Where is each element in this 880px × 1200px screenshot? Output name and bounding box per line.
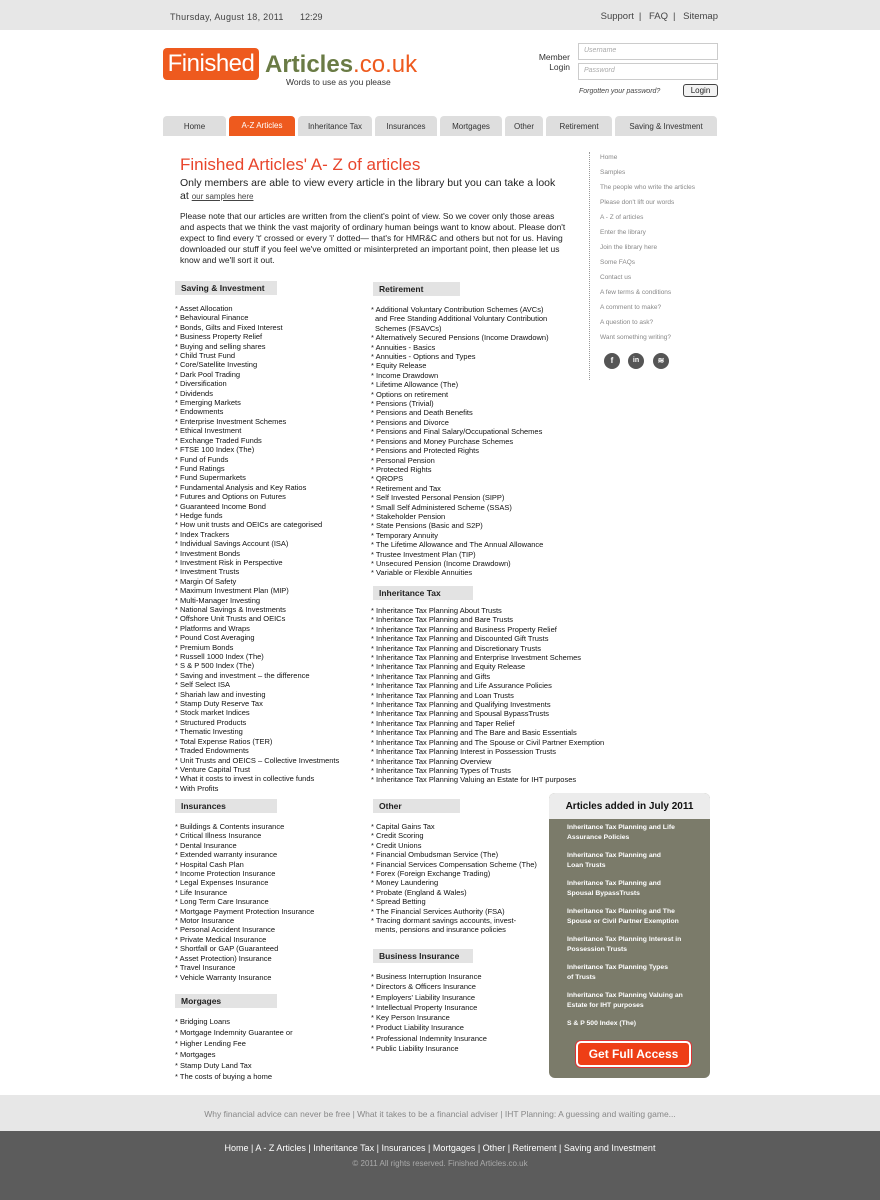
list-item[interactable]: * Offshore Unit Trusts and OEICs — [175, 614, 339, 623]
list-item[interactable]: * Venture Capital Trust — [175, 765, 339, 774]
list-item[interactable]: * Investment Trusts — [175, 567, 339, 576]
added-article-link[interactable] — [567, 851, 707, 871]
list-item[interactable]: * Child Trust Fund — [175, 351, 339, 360]
list-item[interactable]: * Shortfall or GAP (Guaranteed — [175, 944, 314, 953]
tab-mortgages[interactable]: Mortgages — [440, 116, 502, 136]
articles-added-box — [549, 793, 710, 1078]
list-item[interactable]: * Credit Unions — [371, 841, 537, 850]
list-item[interactable]: * Annuities - Basics — [371, 343, 549, 352]
list-item[interactable]: * Tracing dormant savings accounts, invest- — [371, 916, 537, 925]
added-article-line: Estate for IHT purposes — [567, 1002, 644, 1009]
list-item[interactable]: * Inheritance Tax Planning and Enterprise Investment Schemes — [371, 653, 604, 662]
list-item[interactable]: * Maximum Investment Plan (MIP) — [175, 586, 339, 595]
added-article-link[interactable] — [567, 907, 707, 927]
list-item[interactable]: * Critical Illness Insurance — [175, 831, 314, 840]
list-item[interactable]: * Income Drawdown — [371, 371, 549, 380]
sitemap-link[interactable]: Sitemap — [683, 11, 718, 22]
list-item[interactable]: * Public Liability Insurance — [371, 1044, 487, 1054]
list-item[interactable]: * Shariah law and investing — [175, 690, 339, 699]
list-item[interactable]: * Alternatively Secured Pensions (Income Drawdown) — [371, 333, 549, 342]
list-item[interactable]: * Buying and selling shares — [175, 342, 339, 351]
logo[interactable]: Finished — [163, 48, 259, 80]
login-button[interactable]: Login — [683, 84, 718, 97]
list-item[interactable]: * Stakeholder Pension — [371, 512, 549, 521]
iht-list — [371, 606, 604, 785]
tab-other[interactable]: Other — [505, 116, 543, 136]
list-item[interactable]: * Asset Allocation — [175, 304, 339, 313]
footer-links[interactable]: Home | A - Z Articles | Inheritance Tax | Insurances | Mortgages | Other | Retirement | Saving and Investment — [224, 1143, 656, 1153]
top-links: Support | FAQ | Sitemap — [600, 11, 718, 22]
list-item[interactable]: * Money Laundering — [371, 878, 537, 887]
retirement-list — [371, 305, 549, 578]
list-item[interactable]: * Forex (Foreign Exchange Trading) — [371, 869, 537, 878]
added-article-line: Inheritance Tax Planning Types — [567, 964, 668, 971]
list-item[interactable]: * Motor Insurance — [175, 916, 314, 925]
tab-home[interactable]: Home — [163, 116, 226, 136]
list-item[interactable]: * Fund Supermarkets — [175, 473, 339, 482]
list-item[interactable]: * Endowments — [175, 407, 339, 416]
tab-insurances[interactable]: Insurances — [375, 116, 437, 136]
logo-word: Articles — [265, 51, 354, 78]
list-item[interactable]: * Variable or Flexible Annuities — [371, 568, 549, 577]
tab-retirement[interactable]: Retirement — [546, 116, 612, 136]
list-item[interactable]: * Small Self Administered Scheme (SSAS) — [371, 503, 549, 512]
list-item[interactable]: * Structured Products — [175, 718, 339, 727]
list-item[interactable]: * Stamp Duty Land Tax — [175, 1060, 293, 1071]
list-item[interactable]: * Dental Insurance — [175, 841, 314, 850]
list-item[interactable]: * Inheritance Tax Planning and Bare Trusts — [371, 615, 604, 624]
list-item[interactable]: * Intellectual Property Insurance — [371, 1003, 487, 1013]
list-item[interactable]: * Pensions and Death Benefits — [371, 408, 549, 417]
list-item[interactable]: * Inheritance Tax Planning and Equity Release — [371, 662, 604, 671]
page-title: Finished Articles' A- Z of articles — [180, 155, 421, 174]
list-item[interactable]: * Self Select ISA — [175, 680, 339, 689]
list-item[interactable]: * Inheritance Tax Planning Interest in Possession Trusts — [371, 747, 604, 756]
side-link[interactable]: A comment to make? — [600, 304, 662, 311]
added-article-line: Inheritance Tax Planning and The — [567, 908, 675, 915]
list-item[interactable]: * Inheritance Tax Planning About Trusts — [371, 606, 604, 615]
login-label: Login — [549, 62, 570, 72]
list-item[interactable]: * Core/Satellite Investing — [175, 360, 339, 369]
list-item[interactable]: * Business Interruption Insurance — [371, 972, 487, 982]
support-link[interactable]: Support — [600, 11, 634, 22]
added-article-link[interactable] — [567, 991, 707, 1011]
linkedin-icon[interactable]: in — [628, 353, 644, 369]
list-item[interactable]: * Dark Pool Trading — [175, 370, 339, 379]
list-item[interactable]: * The Financial Services Authority (FSA) — [371, 907, 537, 916]
time: 12:29 — [300, 12, 323, 22]
list-item[interactable]: * Ethical Investment — [175, 426, 339, 435]
list-item[interactable]: * Asset Protection) Insurance — [175, 954, 314, 963]
added-article-line: Inheritance Tax Planning and — [567, 852, 661, 859]
section-heading-business: Business Insurance — [373, 949, 473, 963]
list-item[interactable]: * Key Person Insurance — [371, 1013, 487, 1023]
list-item[interactable]: * Income Protection Insurance — [175, 869, 314, 878]
list-item[interactable]: * Mortgages — [175, 1049, 293, 1060]
list-item[interactable]: * Vehicle Warranty Insurance — [175, 973, 314, 982]
logo-domain: .co.uk — [353, 51, 418, 78]
list-item[interactable]: * S & P 500 Index (The) — [175, 661, 339, 670]
list-item[interactable]: * Professional Indemnity Insurance — [371, 1034, 487, 1044]
list-item[interactable]: * Investment Risk in Perspective — [175, 558, 339, 567]
copyright: © 2011 All rights reserved. Finished Articles.co.uk — [352, 1159, 528, 1168]
added-article-line: Inheritance Tax Planning Interest in — [567, 936, 682, 943]
list-item[interactable]: * Financial Ombudsman Service (The) — [371, 850, 537, 859]
added-article-link[interactable] — [567, 823, 707, 843]
faq-link[interactable]: FAQ — [649, 11, 669, 22]
added-article-line: Spousal BypassTrusts — [567, 890, 640, 897]
added-article-link[interactable] — [567, 935, 707, 955]
list-item[interactable]: * What it costs to invest in collective funds — [175, 774, 339, 783]
list-item[interactable]: * Stock market Indices — [175, 708, 339, 717]
list-item[interactable]: * QROPS — [371, 474, 549, 483]
list-item[interactable]: * Emerging Markets — [175, 398, 339, 407]
insurances-list — [175, 822, 314, 982]
list-item[interactable]: * How unit trusts and OEICs are categorised — [175, 520, 339, 529]
list-item[interactable]: * Platforms and Wraps — [175, 624, 339, 633]
list-item[interactable]: * Inheritance Tax Planning Types of Trusts — [371, 766, 604, 775]
list-item[interactable]: * Index Trackers — [175, 530, 339, 539]
list-item[interactable]: * Inheritance Tax Planning and Discounted Gift Trusts — [371, 634, 604, 643]
page-subtitle — [180, 177, 565, 203]
list-item[interactable]: * Investment Bonds — [175, 549, 339, 558]
added-article-line: of Trusts — [567, 974, 596, 981]
section-heading-other: Other — [373, 799, 460, 813]
list-item[interactable]: * Additional Voluntary Contribution Schemes (AVCs) — [371, 305, 549, 314]
side-link[interactable]: Please don't lift our words — [600, 199, 675, 206]
forgot-password-link[interactable]: Forgotten your password? — [579, 88, 661, 95]
list-item[interactable]: * FTSE 100 Index (The) — [175, 445, 339, 454]
list-item[interactable]: * Mortgage Payment Protection Insurance — [175, 907, 314, 916]
list-item[interactable]: * Self Invested Personal Pension (SIPP) — [371, 493, 549, 502]
added-article-line: Inheritance Tax Planning and Life — [567, 824, 675, 831]
added-article-line: Inheritance Tax Planning Valuing an — [567, 992, 683, 999]
member-login-label — [538, 52, 570, 72]
list-item[interactable]: * Inheritance Tax Planning and Qualifying Investments — [371, 700, 604, 709]
section-heading-mortgages: Morgages — [175, 994, 277, 1008]
side-link[interactable]: A few terms & conditions — [600, 289, 672, 296]
tagline: Words to use as you please — [286, 77, 391, 87]
list-item[interactable]: * Unsecured Pension (Income Drawdown) — [371, 559, 549, 568]
list-item[interactable]: * Annuities - Options and Types — [371, 352, 549, 361]
list-item[interactable]: * Probate (England & Wales) — [371, 888, 537, 897]
list-item[interactable]: * Guaranteed Income Bond — [175, 502, 339, 511]
list-item[interactable]: * Buildings & Contents insurance — [175, 822, 314, 831]
list-item[interactable]: * Inheritance Tax Planning and Spousal BypassTrusts — [371, 709, 604, 718]
side-link[interactable]: Contact us — [600, 274, 632, 281]
side-link[interactable]: Enter the library — [600, 229, 646, 236]
tab-inheritance-tax[interactable]: Inheritance Tax — [298, 116, 372, 136]
other-list — [371, 822, 537, 935]
list-item[interactable]: * Long Term Care Insurance — [175, 897, 314, 906]
list-item[interactable]: * Protected Rights — [371, 465, 549, 474]
side-link[interactable]: A question to ask? — [600, 319, 654, 326]
side-links — [589, 152, 719, 380]
list-item[interactable]: * Pensions and Final Salary/Occupational Schemes — [371, 427, 549, 436]
username-input[interactable]: Username — [578, 43, 718, 60]
list-item[interactable]: * Inheritance Tax Planning and Discretionary Trusts — [371, 644, 604, 653]
list-item[interactable]: ments, pensions and insurance policies — [375, 925, 506, 935]
list-item[interactable]: * Spread Betting — [371, 897, 537, 906]
list-item[interactable]: * The Lifetime Allowance and The Annual Allowance — [371, 540, 549, 549]
list-item[interactable]: * Pensions and Protected Rights — [371, 446, 549, 455]
list-item[interactable]: * State Pensions (Basic and S2P) — [371, 521, 549, 530]
list-item[interactable]: * Fundamental Analysis and Key Ratios — [175, 483, 339, 492]
list-item[interactable]: * Retirement and Tax — [371, 484, 549, 493]
date: Thursday, August 18, 2011 — [170, 12, 284, 22]
saving-list — [175, 304, 339, 793]
list-item[interactable]: * Financial Services Compensation Scheme (The) — [371, 860, 537, 869]
list-item[interactable]: * Inheritance Tax Planning and Gifts — [371, 672, 604, 681]
password-input[interactable]: Password — [578, 63, 718, 80]
list-item[interactable]: * Extended warranty insurance — [175, 850, 314, 859]
list-item[interactable]: * Traded Endowments — [175, 746, 339, 755]
tab-az-articles[interactable]: A-Z Articles — [229, 116, 295, 136]
footer-articles[interactable]: Why financial advice can never be free | What it takes to be a financial adviser | IHT Planning: A guessing and waiting game... — [0, 1095, 880, 1131]
list-item[interactable]: * Legal Expenses Insurance — [175, 878, 314, 887]
added-article-line: Spouse or Civil Partner Exemption — [567, 918, 679, 925]
list-item[interactable]: * Inheritance Tax Planning and The Spouse or Civil Partner Exemption — [371, 738, 604, 747]
list-item[interactable]: * Fund Ratings — [175, 464, 339, 473]
added-article-link[interactable] — [567, 963, 707, 983]
list-item[interactable]: * Stamp Duty Reserve Tax — [175, 699, 339, 708]
added-article-line: Possession Trusts — [567, 946, 628, 953]
section-heading-saving: Saving & Investment — [175, 281, 277, 295]
list-item[interactable]: * Premium Bonds — [175, 643, 339, 652]
list-item[interactable]: * Pensions (Trivial) — [371, 399, 549, 408]
tab-saving-investment[interactable]: Saving & Investment — [615, 116, 717, 136]
added-article-line: Loan Trusts — [567, 862, 606, 869]
samples-link[interactable]: our samples here — [191, 192, 254, 201]
list-item[interactable]: * Russell 1000 Index (The) — [175, 652, 339, 661]
side-link[interactable]: Join the library here — [600, 244, 658, 251]
list-item[interactable]: * National Savings & Investments — [175, 605, 339, 614]
list-item[interactable]: * Behavioural Finance — [175, 313, 339, 322]
list-item[interactable]: * Trustee Investment Plan (TIP) — [371, 550, 549, 559]
side-link[interactable]: Some FAQs — [600, 259, 636, 266]
added-article-link[interactable] — [567, 879, 707, 899]
list-item[interactable]: * Temporary Annuity — [371, 531, 549, 540]
side-link[interactable]: Want something writing? — [600, 334, 671, 341]
side-link[interactable]: A - Z of articles — [600, 214, 644, 221]
added-article-link[interactable] — [567, 1019, 707, 1029]
added-article-line: Assurance Policies — [567, 834, 630, 841]
list-item[interactable]: * Multi-Manager Investing — [175, 596, 339, 605]
list-item[interactable]: * Margin Of Safety — [175, 577, 339, 586]
list-item[interactable]: * With Profits — [175, 784, 339, 793]
section-heading-iht: Inheritance Tax — [373, 586, 473, 600]
list-item[interactable]: * Employers' Liability Insurance — [371, 993, 487, 1003]
business-list — [371, 972, 487, 1054]
section-heading-insurances: Insurances — [175, 799, 277, 813]
list-item[interactable]: * Hedge funds — [175, 511, 339, 520]
side-link[interactable]: The people who write the articles — [600, 184, 696, 191]
list-item[interactable]: * Credit Scoring — [371, 831, 537, 840]
list-item[interactable]: * Higher Lending Fee — [175, 1038, 293, 1049]
list-item[interactable]: * Bonds, Gilts and Fixed Interest — [175, 323, 339, 332]
list-item[interactable]: * Inheritance Tax Planning and Loan Trusts — [371, 691, 604, 700]
list-item[interactable]: * Capital Gains Tax — [371, 822, 537, 831]
list-item[interactable]: * The costs of buying a home — [175, 1071, 293, 1082]
list-item[interactable]: * Options on retirement — [371, 390, 549, 399]
list-item[interactable]: * Enterprise Investment Schemes — [175, 417, 339, 426]
list-item[interactable]: * Bridging Loans — [175, 1016, 293, 1027]
list-item[interactable]: * Inheritance Tax Planning and Life Assurance Policies — [371, 681, 604, 690]
list-item[interactable]: and Free Standing Additional Voluntary Contribution — [375, 314, 548, 324]
list-item[interactable]: * Product Liability Insurance — [371, 1023, 487, 1033]
list-item[interactable]: * Dividends — [175, 389, 339, 398]
member-label: Member — [538, 52, 570, 62]
list-item[interactable]: * Inheritance Tax Planning Valuing an Estate for IHT purposes — [371, 775, 604, 784]
subtitle-text: Only members are able to view every article in the library but you can take a look at — [180, 177, 556, 202]
rss-icon[interactable]: ≋ — [653, 353, 669, 369]
list-item[interactable]: * Futures and Options on Futures — [175, 492, 339, 501]
list-item[interactable]: * Directors & Officers Insurance — [371, 982, 487, 992]
list-item[interactable]: * Inheritance Tax Planning and The Bare and Basic Essentials — [371, 728, 604, 737]
list-item[interactable]: * Unit Trusts and OEICS – Collective Investments — [175, 756, 339, 765]
list-item[interactable]: * Mortgage Indemnity Guarantee or — [175, 1027, 293, 1038]
list-item[interactable]: * Personal Pension — [371, 456, 549, 465]
list-item[interactable]: * Diversification — [175, 379, 339, 388]
articles-added-heading: Articles added in July 2011 — [549, 793, 710, 819]
list-item[interactable]: * Inheritance Tax Planning Overview — [371, 757, 604, 766]
list-item[interactable]: * Individual Savings Account (ISA) — [175, 539, 339, 548]
logo-text[interactable] — [265, 51, 417, 79]
list-item[interactable]: * Pensions and Divorce — [371, 418, 549, 427]
intro-paragraph: Please note that our articles are written from the client's point of view. So we cover only those areas and aspects that we think the vast majority of ordinary human beings want to know about. Please don't expect to find every 't' crossed or every 'i' dotted— that's for HMR&C and others but not for us. Having downloaded our stuff if you feel we've omitted or misinterpreted an important point, then please let us know and we'll sort it out. — [180, 211, 566, 265]
list-item[interactable]: * Thematic Investing — [175, 727, 339, 736]
list-item[interactable]: * Personal Accident Insurance — [175, 925, 314, 934]
side-link[interactable]: Samples — [600, 169, 626, 176]
get-full-access-button[interactable]: Get Full Access — [576, 1041, 691, 1067]
list-item[interactable]: * Hospital Cash Plan — [175, 860, 314, 869]
list-item[interactable]: * Total Expense Ratios (TER) — [175, 737, 339, 746]
list-item[interactable]: * Inheritance Tax Planning and Business Property Relief — [371, 625, 604, 634]
list-item[interactable]: * Equity Release — [371, 361, 549, 370]
list-item[interactable]: * Inheritance Tax Planning and Taper Relief — [371, 719, 604, 728]
list-item[interactable]: * Exchange Traded Funds — [175, 436, 339, 445]
side-link[interactable]: Home — [600, 154, 618, 161]
list-item[interactable]: Schemes (FSAVCs) — [375, 323, 442, 333]
list-item[interactable]: * Pound Cost Averaging — [175, 633, 339, 642]
list-item[interactable]: * Life Insurance — [175, 888, 314, 897]
list-item[interactable]: * Travel Insurance — [175, 963, 314, 972]
list-item[interactable]: * Business Property Relief — [175, 332, 339, 341]
top-bar — [0, 0, 880, 30]
added-article-line: S & P 500 Index (The) — [567, 1020, 636, 1027]
list-item[interactable]: * Pensions and Money Purchase Schemes — [371, 437, 549, 446]
mortgages-list — [175, 1016, 293, 1082]
section-heading-retirement: Retirement — [373, 282, 460, 296]
list-item[interactable]: * Lifetime Allowance (The) — [371, 380, 549, 389]
list-item[interactable]: * Private Medical Insurance — [175, 935, 314, 944]
added-article-line: Inheritance Tax Planning and — [567, 880, 661, 887]
footer — [0, 1131, 880, 1200]
list-item[interactable]: * Fund of Funds — [175, 455, 339, 464]
facebook-icon[interactable]: f — [604, 353, 620, 369]
list-item[interactable]: * Saving and investment – the difference — [175, 671, 339, 680]
